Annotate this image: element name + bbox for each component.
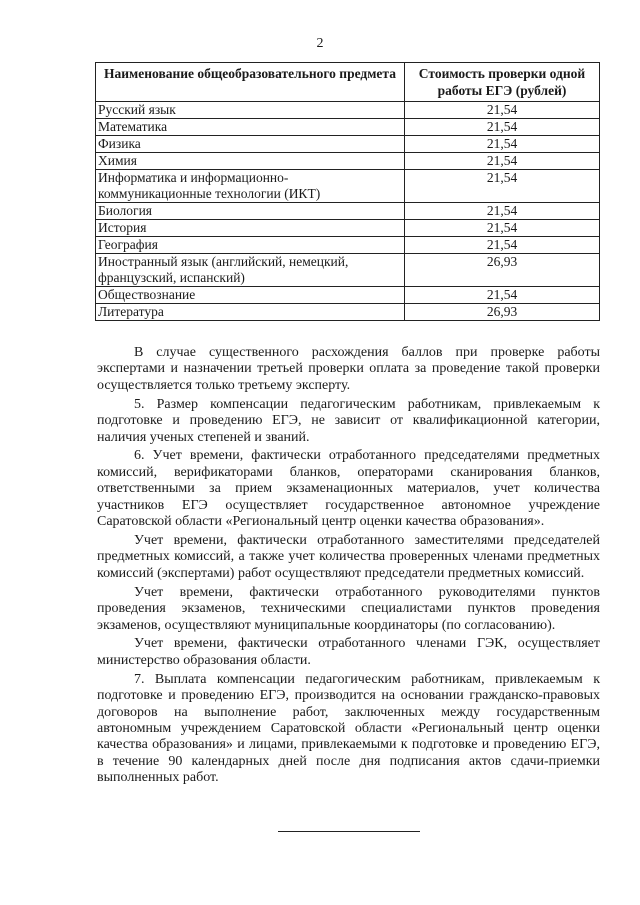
cost-cell: 26,93 xyxy=(405,304,600,321)
subject-cell: Химия xyxy=(96,153,405,170)
cost-cell: 21,54 xyxy=(405,119,600,136)
table-row xyxy=(96,287,600,304)
subject-cell: Математика xyxy=(96,119,405,136)
subject-cell: Биология xyxy=(96,203,405,220)
paragraph: 5. Размер компенсации педагогическим работникам, привлекаемым к подготовке и проведению ЕГЭ, не зависит от квалификационной категории, наличия ученых степеней и званий. xyxy=(97,396,600,445)
table-row xyxy=(96,153,600,170)
paragraph: Учет времени, фактически отработанного руководителями пунктов проведения экзаменов, техническими специалистами пунктов проведения экзаменов, осуществляют муниципальные координаторы (по согласованию). xyxy=(97,584,600,633)
paragraph: Учет времени, фактически отработанного заместителями председателей предметных комиссий, а также учет количества проверенных членами предметных комиссий (экспертами) работ осуществляют председатели предметных комиссий. xyxy=(97,532,600,581)
table-row xyxy=(96,170,600,203)
subject-cell: Русский язык xyxy=(96,102,405,119)
table-row xyxy=(96,220,600,237)
paragraph: 6. Учет времени, фактически отработанного председателями предметных комиссий, верификаторами бланков, операторами сканирования бланков, ответственными за прием экзаменационных материалов, учет количества участников ЕГЭ осуществляет государственное автономное учреждение Саратовской области «Региональный центр оценки качества образования». xyxy=(97,448,600,530)
column-header-subject: Наименование общеобразовательного предмета xyxy=(96,63,405,102)
subject-cell: История xyxy=(96,220,405,237)
paragraph: Учет времени, фактически отработанного членами ГЭК, осуществляет министерство образования области. xyxy=(97,636,600,668)
cost-cell: 21,54 xyxy=(405,153,600,170)
table-row xyxy=(96,119,600,136)
cost-table xyxy=(95,62,600,321)
cost-cell: 21,54 xyxy=(405,287,600,304)
table-header-row xyxy=(96,63,600,102)
cost-cell: 21,54 xyxy=(405,203,600,220)
cost-cell: 21,54 xyxy=(405,237,600,254)
cost-cell: 21,54 xyxy=(405,220,600,237)
cost-cell: 26,93 xyxy=(405,254,600,287)
end-line-divider xyxy=(278,831,420,832)
table-row xyxy=(96,102,600,119)
subject-cell: Обществознание xyxy=(96,287,405,304)
subject-cell: Иностранный язык (английский, немецкий, французский, испанский) xyxy=(96,254,405,287)
page-number: 2 xyxy=(316,36,324,51)
table-row xyxy=(96,136,600,153)
subject-cell: Физика xyxy=(96,136,405,153)
body-text xyxy=(97,345,600,789)
paragraph: 7. Выплата компенсации педагогическим работникам, привлекаемым к подготовке и проведению ЕГЭ, производится на основании гражданско-правовых договоров на выполнение работ, заключенных между государственным автономным учреждением Саратовской области «Региональный центр оценки качества образования» и лицами, привлекаемыми к подготовке и проведению ЕГЭ, в течение 90 календарных дней после дня подписания актов сдачи-приемки выполненных работ. xyxy=(97,671,600,786)
table-row xyxy=(96,203,600,220)
paragraph: В случае существенного расхождения баллов при проверке работы экспертами и назначении третьей проверки оплата за проведение такой проверки осуществляется только третьему эксперту. xyxy=(97,345,600,393)
column-header-cost: Стоимость проверки одной работы ЕГЭ (рублей) xyxy=(405,63,600,102)
table-row xyxy=(96,304,600,321)
subject-cell: География xyxy=(96,237,405,254)
table-row xyxy=(96,237,600,254)
cost-cell: 21,54 xyxy=(405,170,600,203)
subject-cell: Информатика и информационно-коммуникационные технологии (ИКТ) xyxy=(96,170,405,203)
cost-cell: 21,54 xyxy=(405,102,600,119)
cost-cell: 21,54 xyxy=(405,136,600,153)
subject-cell: Литература xyxy=(96,304,405,321)
table-row xyxy=(96,254,600,287)
